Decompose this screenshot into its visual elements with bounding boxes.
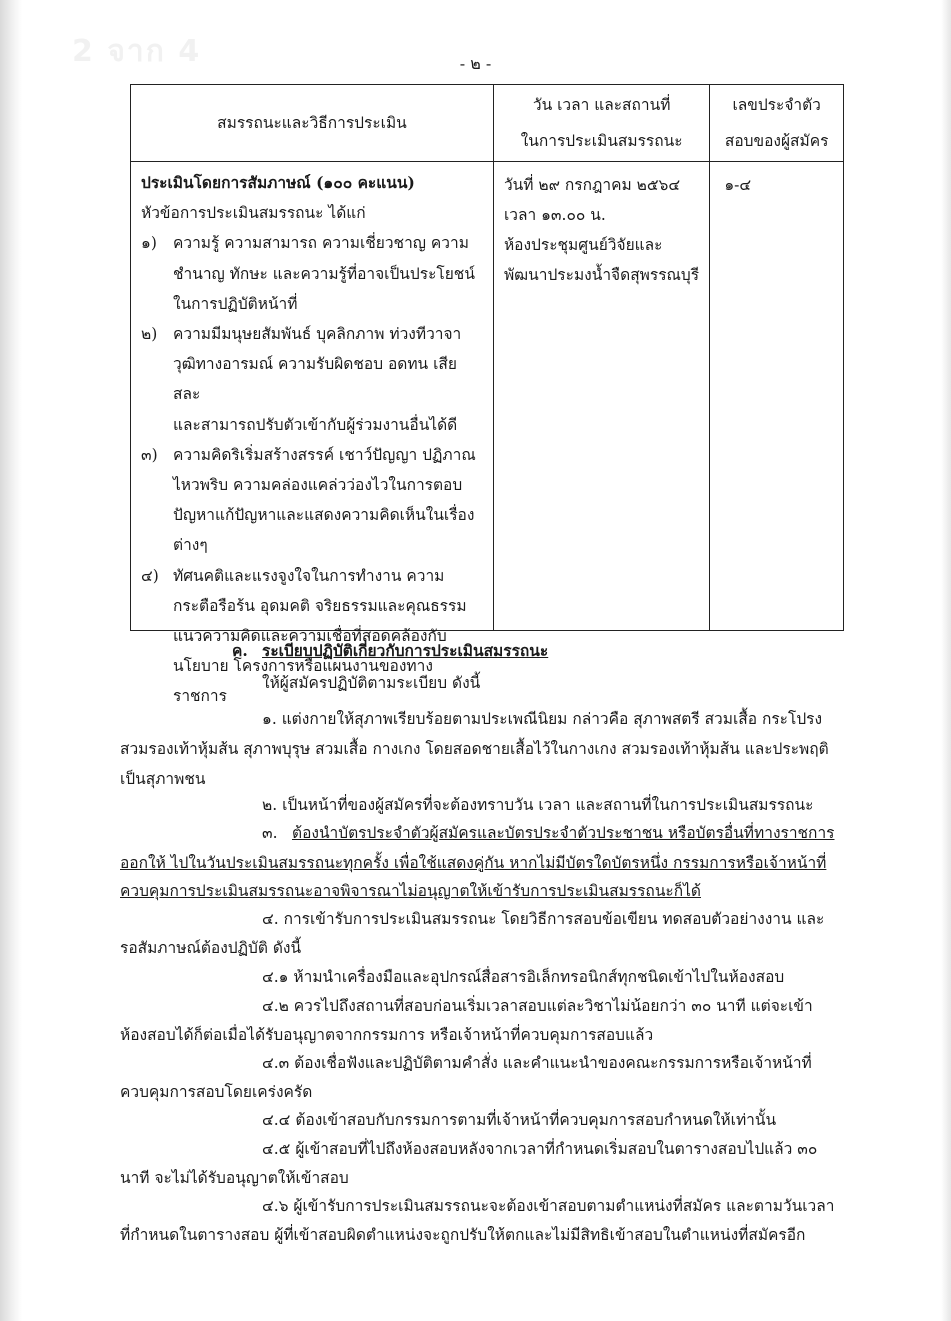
- table-header-row: [131, 85, 844, 162]
- schedule-cell: วันที่ ๒๙ กรกฎาคม ๒๕๖๔ เวลา ๑๓.๐๐ น. ห้องประชุมศูนย์วิจัยและ พัฒนาประมงน้ำจืดสุพรรณบุรี: [493, 162, 709, 631]
- method-title: ประเมินโดยการสัมภาษณ์ (๑๐๐ คะแนน): [141, 173, 415, 192]
- rule-2: ๒. เป็นหน้าที่ของผู้สมัครที่จะต้องทราบวัน เวลา และสถานที่ในการประเมินสมรรถนะ: [262, 796, 814, 814]
- rule-4-5-line: ๔.๕ ผู้เข้าสอบที่ไปถึงห้องสอบหลังจากเวลาที่กำหนดเริ่มสอบในตารางสอบไปแล้ว ๓๐: [262, 1140, 818, 1158]
- rule-4-6-line: ๔.๖ ผู้เข้ารับการประเมินสมรรถนะจะต้องเข้าสอบตามตำแหน่งที่สมัคร และตามวันเวลา: [262, 1197, 835, 1215]
- topic-item: ๔) ทัศนคติและแรงจูงใจในการทำงาน ความ กระตือรือร้น อุดมคติ จริยธรรมและคุณธรรม แนวความคิดและความเชื่อที่สอดคล้องกับ นโยบาย โครงการหรือแผนงานของทางราชการ: [141, 566, 467, 706]
- topic-item: ๒) ความมีมนุษยสัมพันธ์ บุคลิกภาพ ท่วงทีวาจา วุฒิทางอารมณ์ ความรับผิดชอบ อดทน เสียสละ และสามารถปรับตัวเข้ากับผู้ร่วมงานอื่นได้ดี: [141, 325, 462, 434]
- rule-1-line: สวมรองเท้าหุ้มส้น สุภาพบุรุษ สวมเสื้อ กางเกง โดยสอดชายเสื้อไว้ในกางเกง สวมรองเท้าหุ้มส้น และประพฤติ: [120, 740, 829, 758]
- rule-4-2-line: ห้องสอบได้ก็ต่อเมื่อได้รับอนุญาตจากกรรมการ หรือเจ้าหน้าที่ควบคุมการสอบแล้ว: [120, 1026, 654, 1044]
- rule-4-2-line: ๔.๒ ควรไปถึงสถานที่สอบก่อนเริ่มเวลาสอบแต่ละวิชาไม่น้อยกว่า ๓๐ นาที แต่จะเข้า: [262, 997, 813, 1015]
- rule-4-6-line: ที่กำหนดในตารางสอบ ผู้ที่เข้าสอบผิดตำแหน่งจะถูกปรับให้ตกและไม่มีสิทธิเข้าสอบในตำแหน่งที่สมัครอีก: [120, 1226, 806, 1244]
- rule-4-line: ๔. การเข้ารับการประเมินสมรรถนะ โดยวิธีการสอบข้อเขียน ทดสอบตัวอย่างงาน และ: [262, 910, 825, 928]
- section-heading: ระเบียบปฏิบัติเกี่ยวกับการประเมินสมรรถนะ: [262, 641, 549, 660]
- page-edge-shadow-right: [941, 0, 951, 1321]
- header-competency: สมรรถนะและวิธีการประเมิน: [131, 85, 494, 162]
- rule-4-5-line: นาที จะไม่ได้รับอนุญาตให้เข้าสอบ: [120, 1169, 349, 1187]
- page-number: - ๒ -: [459, 54, 492, 73]
- rule-4-4: ๔.๔ ต้องเข้าสอบกับกรรมการตามที่เจ้าหน้าที่ควบคุมการสอบกำหนดให้เท่านั้น: [262, 1111, 777, 1129]
- topics-intro: หัวข้อการประเมินสมรรถนะ ได้แก่: [141, 204, 366, 223]
- section-intro: ให้ผู้สมัครปฏิบัติตามระเบียบ ดังนี้: [262, 674, 481, 692]
- rule-3-line: ออกให้ ไปในวันประเมินสมรรถนะทุกครั้ง เพื่อใช้แสดงคู่กัน หากไม่มีบัตรใดบัตรหนึ่ง กรรมการหรือเจ้าหน้าที่: [120, 854, 827, 872]
- page-counter-watermark: 2 จาก 4: [72, 34, 202, 69]
- rule-4-3-line: ควบคุมการสอบโดยเคร่งครัด: [120, 1083, 313, 1101]
- page-edge-shadow: [0, 0, 22, 1321]
- rule-1-line: เป็นสุภาพชน: [120, 770, 206, 788]
- section-label: ค.: [232, 641, 248, 660]
- table-row: [131, 162, 844, 631]
- topic-item: ๑) ความรู้ ความสามารถ ความเชี่ยวชาญ ความ ชำนาญ ทักษะ และความรู้ที่อาจเป็นประโยชน์ ในการปฏิบัติหน้าที่: [141, 234, 475, 313]
- topic-item: ๓) ความคิดริเริ่มสร้างสรรค์ เชาว์ปัญญา ปฏิภาณ ไหวพริบ ความคล่องแคล่วว่องไวในการตอบ ปัญหาแก้ปัญหาและแสดงความคิดเห็นในเรื่อง ต่างๆ: [141, 445, 476, 555]
- header-schedule: วัน เวลา และสถานที่ ในการประเมินสมรรถนะ: [493, 85, 709, 162]
- rule-3-line: ต้องนำบัตรประจำตัวผู้สมัครและบัตรประจำตัวประชาชน หรือบัตรอื่นที่ทางราชการ: [292, 824, 835, 842]
- rule-3-line: ควบคุมการประเมินสมรรถนะอาจพิจารณาไม่อนุญาตให้เข้ารับการประเมินสมรรถนะก็ได้: [120, 882, 701, 900]
- rule-3-num: ๓.: [262, 824, 278, 842]
- rule-1-line: ๑. แต่งกายให้สุภาพเรียบร้อยตามประเพณีนิยม กล่าวคือ สุภาพสตรี สวมเสื้อ กระโปรง: [262, 710, 823, 728]
- rule-4-1: ๔.๑ ห้ามนำเครื่องมือและอุปกรณ์สื่อสารอิเล็กทรอนิกส์ทุกชนิดเข้าไปในห้องสอบ: [262, 968, 785, 986]
- rule-4-line: รอสัมภาษณ์ต้องปฏิบัติ ดังนี้: [120, 939, 302, 957]
- exam-id-cell: ๑-๔: [710, 162, 844, 631]
- rule-4-3-line: ๔.๓ ต้องเชื่อฟังและปฏิบัติตามคำสั่ง และคำแนะนำของคณะกรรมการหรือเจ้าหน้าที่: [262, 1054, 812, 1072]
- header-exam-id: เลขประจำตัว สอบของผู้สมัคร: [710, 85, 844, 162]
